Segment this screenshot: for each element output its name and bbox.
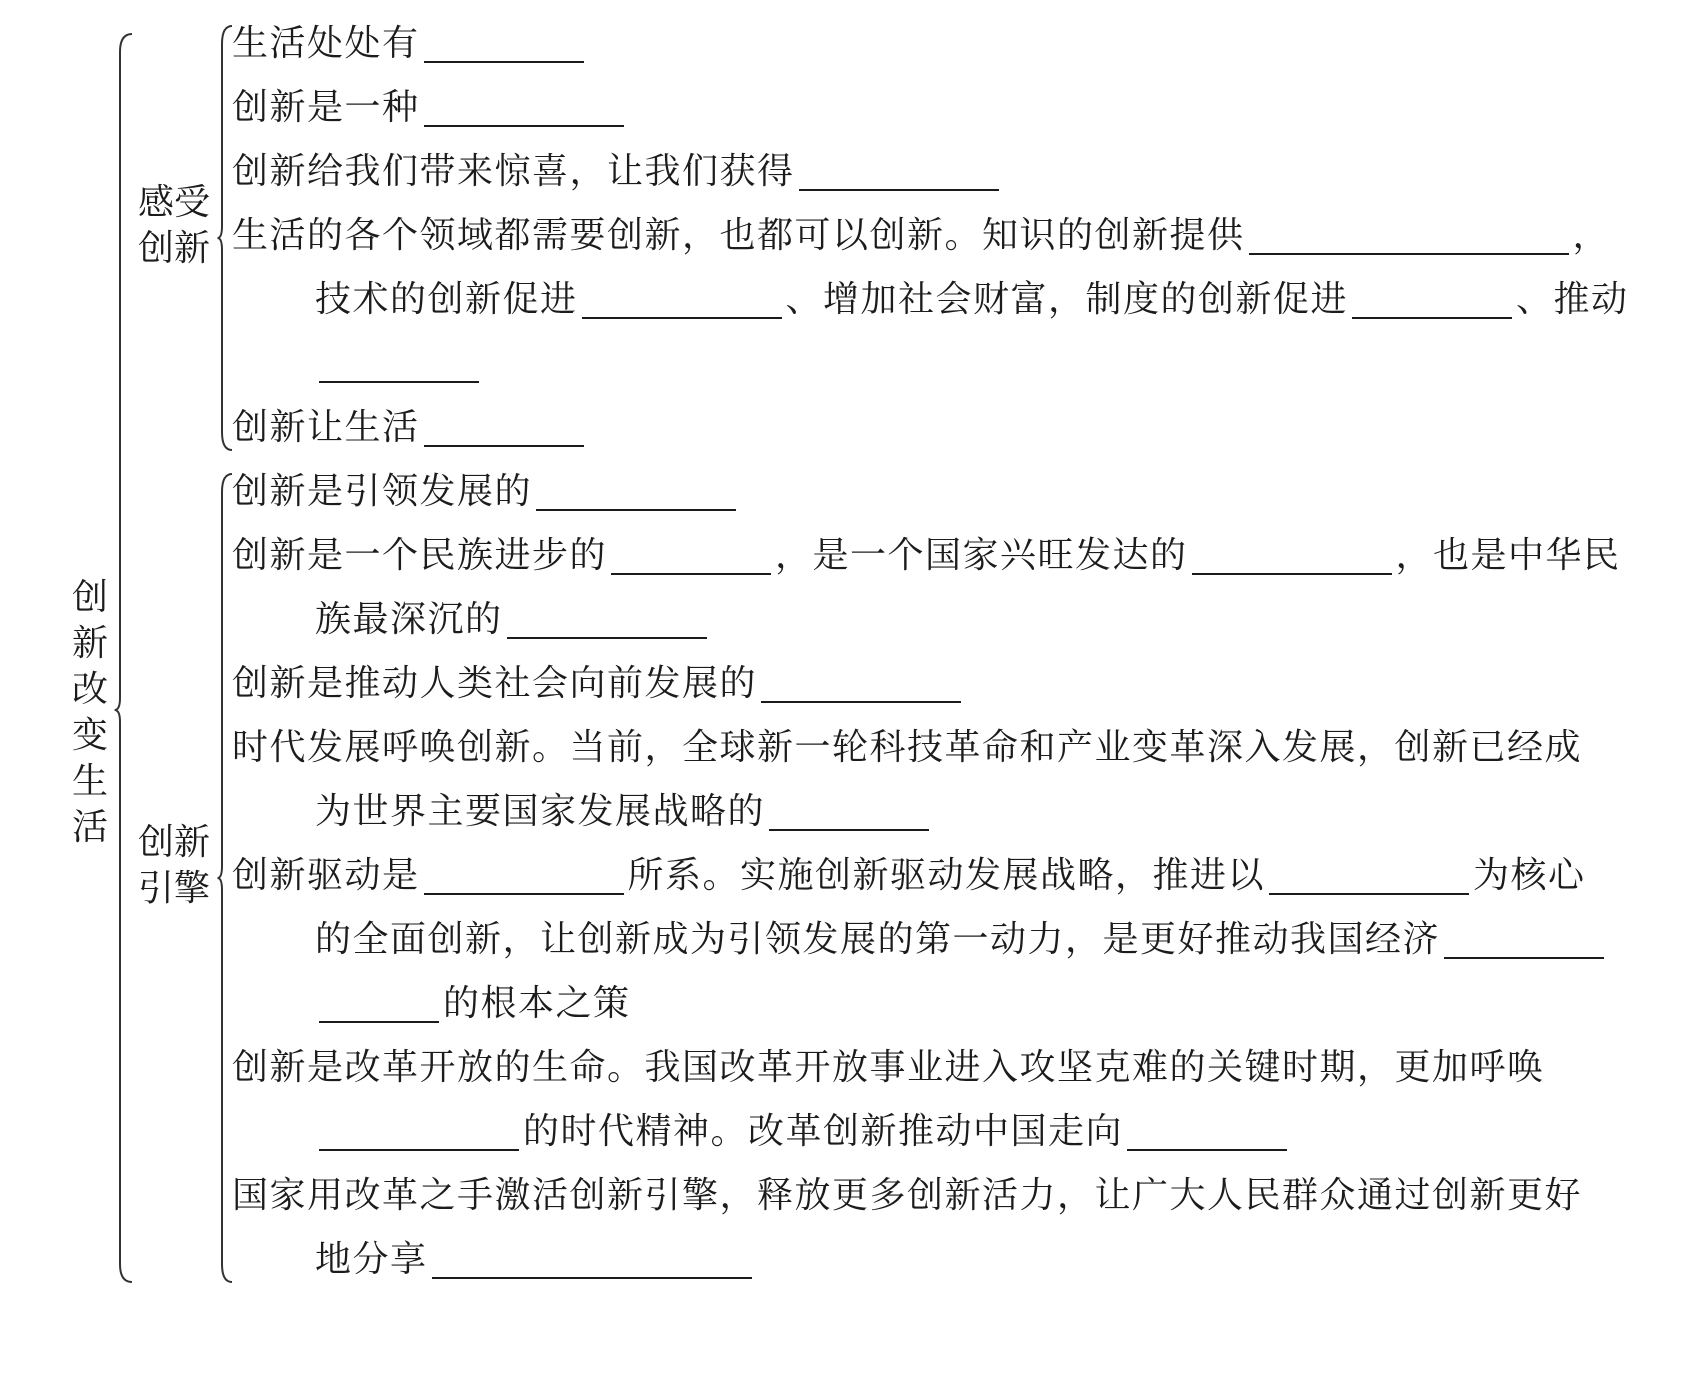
item-text: 创新是引领发展的 [232,471,533,512]
item-text: 生活处处有 [232,23,420,64]
fill-in-blank[interactable] [1444,921,1604,959]
item-text: 为世界主要国家发展战略的 [315,791,766,832]
outline-item [232,20,588,68]
root-label-char: 变 [71,715,108,756]
outline-item [232,1044,1545,1092]
item-text: 创新给我们带来惊喜，让我们获得 [232,151,795,192]
outline-item [232,724,1582,772]
outline-item [232,468,740,516]
item-text: ，是一个国家兴旺发达的 [775,535,1188,576]
item-text: 生活的各个领域都需要创新，也都可以创新。知识的创新提供 [232,215,1245,256]
item-text: 创新让生活 [232,407,420,448]
root-label-char: 生 [71,761,108,802]
root-label-char: 改 [71,669,108,710]
root-label-char: 新 [71,623,108,664]
fill-in-blank[interactable] [424,89,624,127]
outline-item [232,852,1586,900]
section-label-line: 创新 [137,822,210,863]
section-label [134,180,214,272]
root-label-char: 创 [71,577,108,618]
fill-in-blank[interactable] [761,665,961,703]
item-text: 的时代精神。改革创新推动中国走向 [523,1111,1124,1152]
item-text: ，也是中华民 [1395,535,1621,576]
fill-in-blank[interactable] [1249,217,1569,255]
root-label-char: 活 [71,807,108,848]
fill-in-blank[interactable] [319,1113,519,1151]
fill-in-blank[interactable] [1269,857,1469,895]
item-text: 创新驱动是 [232,855,420,896]
section-label-line: 引擎 [137,868,210,909]
fill-in-blank[interactable] [611,537,771,575]
item-text: ， [1572,215,1611,256]
outline-item-continuation [315,276,1629,324]
section-label-line: 感受 [137,182,210,223]
outline-item [232,404,588,452]
outline-item [232,532,1621,580]
fill-in-blank[interactable] [1192,537,1392,575]
item-text: 的全面创新，让创新成为引领发展的第一动力，是更好推动我国经济 [315,919,1441,960]
fill-in-blank[interactable] [1352,281,1512,319]
outline-item-continuation [315,916,1608,964]
item-text: 所系。实施创新驱动发展战略，推进以 [627,855,1266,896]
item-text: 技术的创新促进 [315,279,578,320]
fill-in-blank[interactable] [582,281,782,319]
fill-in-blank[interactable] [507,601,707,639]
item-text: 创新是一种 [232,87,420,128]
item-text: 国家用改革之手激活创新引擎，释放更多创新活力，让广大人民群众通过创新更好 [232,1175,1583,1216]
outline-item [232,148,1003,196]
fill-in-blank[interactable] [319,985,439,1023]
section-label-line: 创新 [137,228,210,269]
item-text: 地分享 [315,1239,428,1280]
fill-in-blank[interactable] [769,793,929,831]
outline-item-continuation [315,788,933,836]
fill-in-blank[interactable] [424,25,584,63]
fill-in-blank[interactable] [432,1241,752,1279]
fill-in-blank[interactable] [424,857,624,895]
item-text: 创新是一个民族进步的 [232,535,608,576]
fill-in-blank[interactable] [424,409,584,447]
fill-in-blank[interactable] [319,345,479,383]
outline-item [232,1172,1582,1220]
item-text: 创新是推动人类社会向前发展的 [232,663,758,704]
outline-item-continuation [315,340,483,388]
item-text: 创新是改革开放的生命。我国改革开放事业进入攻坚克难的关键时期，更加呼唤 [232,1047,1545,1088]
outline-item [232,660,965,708]
item-text: 的根本之策 [443,983,631,1024]
outline-item-continuation [315,1108,1291,1156]
item-text: 为核心 [1473,855,1586,896]
outline-item [232,212,1610,260]
item-text: 、增加社会财富，制度的创新促进 [785,279,1349,320]
item-text: 族最深沉的 [315,599,503,640]
outline-item [232,84,628,132]
item-text: 时代发展呼唤创新。当前，全球新一轮科技革命和产业变革深入发展，创新已经成 [232,727,1583,768]
root-label [70,575,110,851]
outline-item-continuation [315,1236,756,1284]
outline-item-continuation [315,980,631,1028]
section-label [134,820,214,912]
item-text: 、推动 [1516,279,1629,320]
fill-in-blank[interactable] [536,473,736,511]
fill-in-blank[interactable] [799,153,999,191]
outline-item-continuation [315,596,711,644]
fill-in-blank[interactable] [1127,1113,1287,1151]
